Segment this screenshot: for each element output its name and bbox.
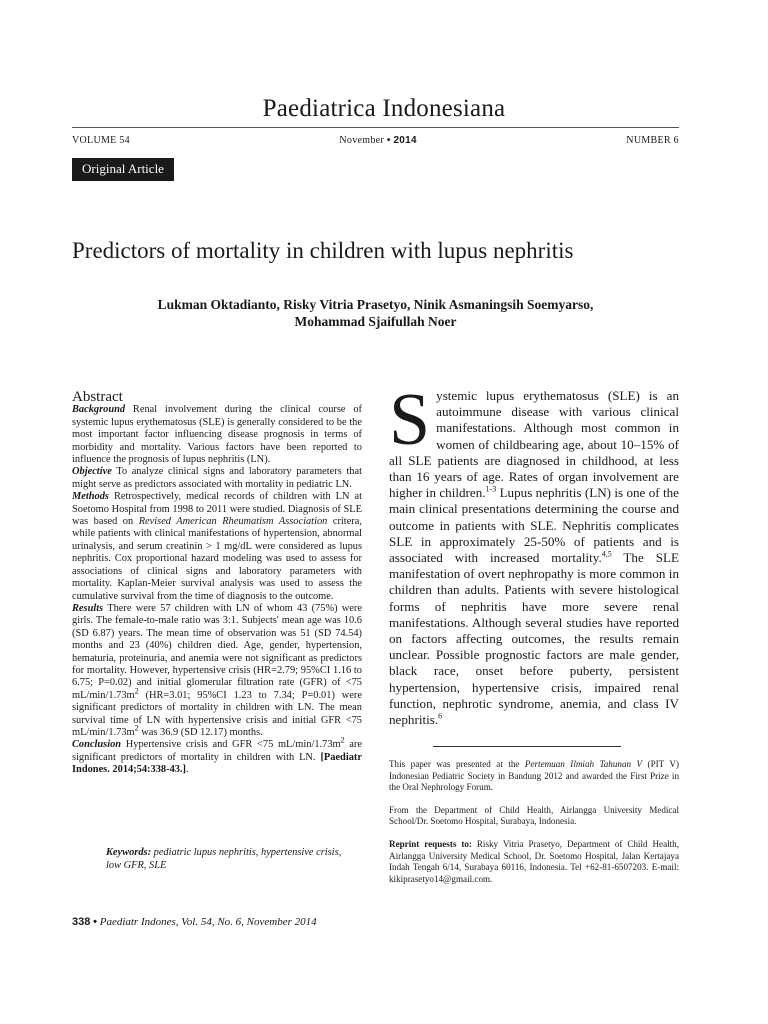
authors-line-1: Lukman Oktadianto, Risky Vitria Prasetyo, Ninik Asmaningsih Soemyarso,	[157, 297, 594, 312]
abstract-objective: Objective To analyze clinical signs and laboratory parameters that might serve as predictors associated with mortality in pediatric LN.	[72, 466, 362, 490]
presentation-note: This paper was presented at the Pertemuan Ilmiah Tahunan V (PIT V) Indonesian Pediatric Society in Bandung 2012 and awarded the First Prize in the Oral Nephrology Forum.	[389, 759, 679, 793]
page-footer: 338 • Paediatr Indones, Vol. 54, No. 6, November 2014	[72, 916, 317, 928]
authors	[72, 296, 679, 330]
abstract-heading: Abstract	[72, 389, 123, 405]
abstract-conclusion: Conclusion Hypertensive crisis and GFR <75 $mL/\min/1.73m^2$ are significant predictors of mortality in children with LN. [Paediatr Indones. 2014;54:338-43.].	[72, 735, 362, 776]
number-label: NUMBER 6	[626, 135, 679, 146]
issue-date: November • 2014	[339, 135, 417, 146]
affiliation-note: From the Department of Child Health, Airlangga University Medical School/Dr. Soetomo Hospital, Surabaya, Indonesia.	[389, 804, 679, 827]
authors-line-2: Mohammad Sjaifullah Noer	[294, 314, 457, 329]
volume-label: VOLUME 54	[72, 135, 130, 146]
issue-meta-bar	[72, 127, 679, 146]
article-title: Predictors of mortality in children with lupus nephritis	[72, 238, 574, 263]
reference-superscript: 1-3	[485, 484, 497, 494]
abstract-results: Results There were 57 children with LN of whom 43 (75%) were girls. The female-to-male ratio was 3:1. Subjects' mean age was 10.6 (SD 6.87) years. The mean time of observation was 51 (SD 74.54) months and 23 (40%) children died. Age, gender, hypertension, hematuria, proteinuria, and anemia were not significant as predictors for mortality. However, hypertensive crisis (HR=2.79; 95%CI 1.16 to 6.75; P=0.02) and initial glomerular filtration rate (GFR) of <75 $mL/\min/1.73m^2$ (HR=3.01; 95%CI 1.23 to 7.34; P=0.01) were significant predictors of mortality in children with LN. The mean survival time of LN with hypertensive crisis and initial GFR <75 $mL/\min/1.73m^2$ was 36.9 (SD 12.17) months.	[72, 602, 362, 738]
abstract	[72, 391, 362, 777]
abstract-methods: Methods Retrospectively, medical records of children with LN at Soetomo Hospital from 1998 to 2011 were studied. Diagnosis of SLE was based on Revised American Rheumatism Association critera, while patients with clinical manifestations of hypertension, abnormal urinalysis, and serum creatinin > 1 mg/dL were considered as lupus nephritis. Cox proportional hazard modeling was used to assess for associations of clinical signs and laboratory parameters with mortality. Kaplan-Meier survival analysis was used to assess the cumulative survival from the time of diagnosis to the outcome.	[72, 491, 362, 602]
footnote-divider	[433, 746, 621, 747]
journal-title: Paediatrica Indonesiana	[262, 95, 506, 122]
page-number: 338	[72, 916, 91, 928]
reference-superscript: 4,5	[601, 549, 612, 559]
introduction-text: Systemic lupus erythematosus (SLE) is an autoimmune disease with various clinical manifestations. Although most common in women of childbearing age, about 10–15% of all SLE patients are diagnosed in childhood, at less than 16 years of age. Rates of organ involvement are higher in children.$^{1-3}$ Lupus nephritis (LN) is one of the main clinical presentations determining the course and outcome in patients with SLE. Nephritis complicates SLE in approximately 25-50% of patients and is associated with increased mortality.$^{4,5}$ The SLE manifestation of overt nephropathy is more common in children than adults. Patients with severe histological forms of nephritis have more severe renal manifestations. Although several studies have reported on factors affecting outcomes, the results remain unclear. Possible prognostic factors are male gender, black race, onset before puberty, persistent hypertension, hypertensive crisis, impaired renal function, nephrotic syndrome, anemia, and class IV nephritis.$^6$	[389, 379, 679, 728]
footer-citation: Paediatr Indones, Vol. 54, No. 6, November 2014	[99, 916, 317, 928]
abstract-background: Background Renal involvement during the clinical course of systemic lupus erythematosus (SLE) is generally considered to be the most important factor influencing disease prognosis in terms of morbidity and mortality. Various factors have been reported to influence the prognosis of lupus nephritis (LN).	[72, 404, 362, 466]
drop-cap: S	[389, 379, 431, 461]
reprint-note: Reprint requests to: Risky Vitria Prasetyo, Department of Child Health, Airlangga University Medical School, Dr. Soetomo Hospital, Jalan Kertajaya Indah Tengah 6/14, Surabaya 60116, Indonesia. Tel +62-81-6507203. E-mail: kikiprasetyo14@gmail.com.	[389, 838, 679, 884]
keywords: Keywords: pediatric lupus nephritis, hypertensive crisis, low GFR, SLE	[106, 847, 342, 871]
article-type-badge: Original Article	[72, 158, 174, 181]
citation: [Paediatr Indones. 2014;54:338-43.]	[72, 751, 362, 776]
reference-superscript: 6	[438, 711, 443, 721]
footnotes	[389, 759, 679, 896]
